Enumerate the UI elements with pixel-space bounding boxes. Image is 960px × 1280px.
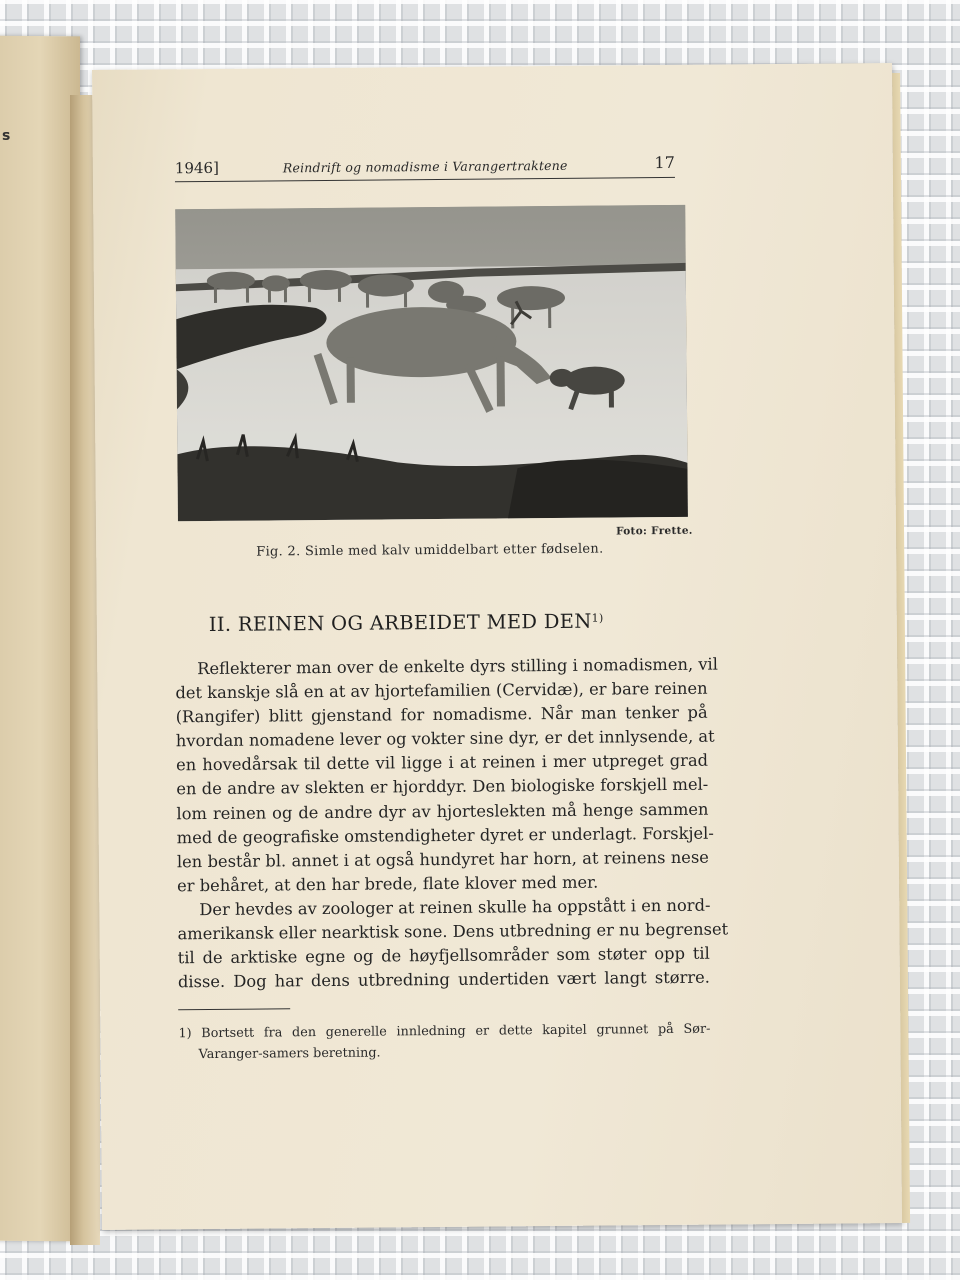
chapter-heading (209, 610, 604, 636)
text-line: er behåret, at den har brede, flate klover med mer. (177, 872, 599, 896)
running-head-title: Reindrift og nomadisme i Varangertraktene (282, 157, 568, 176)
footnote-line: Varanger-samers beretning. (198, 1045, 381, 1063)
reindeer-photograph (175, 205, 688, 521)
figure-caption: Fig. 2. Simle med kalv umiddelbart etter fødselen. (256, 541, 604, 560)
text-line: len består bl. annet i at også hundyret har horn, at reinens nese (176, 847, 709, 872)
text-line: Reflekterer man over de enkelte dyrs stilling i nomadismen, vil (197, 654, 718, 679)
footnote-reference: 1) (591, 611, 604, 625)
footnote (178, 1019, 710, 1066)
book-page (92, 63, 902, 1230)
footnote-rule (178, 1008, 290, 1010)
running-head (174, 152, 675, 182)
text-line: disse. Dog har dens utbredning undertiden vært langt større. (177, 967, 711, 992)
previous-page-margin-mark: s (2, 127, 11, 144)
chapter-heading-text: II. REINEN OG ARBEIDET MED DEN (208, 609, 592, 637)
text-line: en de andre av slekten er hjorddyr. Den biologiske forskjell mel- (176, 775, 709, 799)
text-line: en hovedårsak til dette vil ligge i at reinen i mer utpreget grad (175, 751, 709, 775)
text-line: amerikansk eller nearktisk sone. Dens utbredning er nu begrenset (177, 919, 729, 944)
text-line: (Rangifer) blitt gjenstand for nomadisme. Når man tenker på (175, 702, 708, 727)
text-line: med de geografiske omstendigheter dyret er underlagt. Forskjel- (176, 823, 714, 847)
page-number: 17 (654, 152, 675, 173)
previous-page-edge (0, 36, 80, 1242)
text-line: til de arktiske egne og de høyfjellsområder som støter opp til (177, 943, 710, 968)
text-line: lom reinen og de andre dyr av hjorteslekten må henge sammen (176, 799, 709, 823)
text-line: det kanskje slå en at av hjortefamilien (Cervidæ), er bare reinen (175, 678, 708, 703)
photo-credit: Foto: Frette. (615, 524, 693, 538)
footnote-line: 1) Bortsett fra den generelle innledning er dette kapitel grunnet på Sør- (178, 1021, 711, 1042)
text-line: Der hevdes av zoologer at reinen skulle ha oppstått i en nord- (199, 895, 711, 920)
text-line: hvordan nomadene lever og vokter sine dyr, er det innlysende, at (175, 726, 715, 751)
body-text (175, 653, 729, 995)
running-head-year: 1946] (174, 158, 219, 178)
